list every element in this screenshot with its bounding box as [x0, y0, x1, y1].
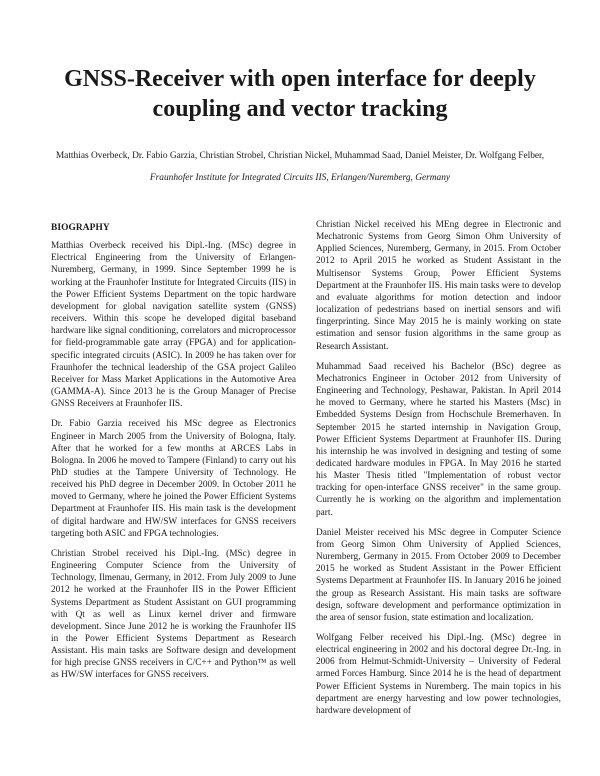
bio-paragraph-strobel: Christian Strobel received his Dipl.-Ing. (MSc) degree in Engineering Computer Science from the University of Technology, Ilmenau, Germany, in 2012. From July 2009 to June 2012 he worked at the Fraunhofer IIS in the Power Efficient Systems Department as Student Assistant on GUI programming with Qt as well as Linux kernel driver and firmware development. Since June 2012 he is working the Fraunhofer IIS in the Power Efficient Systems Department as Research Assistant. His main tasks are Software design and development for high precise GNSS receivers in C/C++ and Python™ as well as HW/SW interfaces for GNSS receivers.: [51, 548, 296, 681]
bio-paragraph-garzia: Dr. Fabio Garzia received his MSc degree as Electronics Engineer in March 2005 from the University of Bologna, Italy. After that he worked for a few months at ARCES Labs in Bologna. In 2006 he moved to Tampere (Finland) to carry out his PhD studies at the Tampere University of Technology. He received his PhD degree in December 2009. In October 2011 he moved to Germany, where he joined the Power Efficient Systems Department at Fraunhofer IIS. His main task is the development of digital hardware and HW/SW interfaces for GNSS receivers targeting both ASIC and FPGA technologies.: [51, 419, 296, 539]
bio-paragraph-meister: Daniel Meister received his MSc degree in Computer Science from Georg Simon Ohm University of Applied Sciences, Nuremberg, Germany in 2015. From October 2009 to December 2015 he worked as Student Assistant in the Power Efficient Systems Department at Fraunhofer IIS. In January 2016 he joined the group as Research Assistant. His main tasks are software design, software development and performance optimization in the area of sensor fusion, state estimation and localization.: [316, 527, 561, 623]
bio-paragraph-overbeck: Matthias Overbeck received his Dipl.-Ing. (MSc) degree in Electrical Engineering from the University of Erlangen-Nuremberg, Germany, in 1999. Since September 1999 he is working at the Fraunhofer Institute for Integrated Circuits (IIS) in the Power Efficient Systems Department on the topic hardware development for global navigation satellite system (GNSS) receivers. Within this scope he developed digital baseband hardware like signal conditioning, correlators and microprocessor for field-programmable gate array (FPGA) and for application-specific integrated circuits (ASIC). In 2009 he has taken over for Fraunhofer the technical leadership of the GSA project Galileo Receiver for Mass Market Applications in the Automotive Area (GAMMA-A). Since 2013 he is the Group Manager of Precise GNSS Receivers at Fraunhofer IIS.: [51, 241, 296, 410]
paper-title: GNSS-Receiver with open interface for deeply coupling and vector tracking: [64, 66, 536, 122]
author-list: Matthias Overbeck, Dr. Fabio Garzia, Christian Strobel, Christian Nickel, Muhammad Saad, Daniel Meister, Dr. Wolfgang Felber,: [55, 151, 545, 161]
left-column: [51, 222, 296, 690]
right-column: [316, 219, 561, 717]
affiliation: Fraunhofer Institute for Integrated Circuits IIS, Erlangen/Nuremberg, Germany: [149, 173, 451, 183]
bio-paragraph-saad: Muhammad Saad received his Bachelor (BSc) degree as Mechatronics Engineer in October 2012 from University of Engineering and Technology, Peshawar, Pakistan. In April 2014 he moved to Germany, where he started his Masters (Msc) in Embedded Systems Design from Hochschule Bremerhaven. In September 2015 he started internship in Navigation Group, Power Efficient Systems Department at Fraunhofer IIS. During his internship he was involved in designing and testing of some dedicated hardware modules in FPGA. In May 2016 he started his Master Thesis titled "Implementation of robust vector tracking for open-interface GNSS receiver" in the same group. Currently he is working on the algorithm and implementation part.: [316, 361, 561, 518]
bio-paragraph-nickel: Christian Nickel received his MEng degree in Electronic and Mechatronic Systems from Georg Simon Ohm University of Applied Sciences, Nuremberg, Germany, in 2015. From October 2012 to April 2015 he worked as Student Assistant in the Multisensor Systems Group, Power Efficient Systems Department at the Fraunhofer IIS. His main tasks were to develop and evaluate algorithms for motion detection and indoor localization of pedestrians based on inertial sensors and wifi fingerprinting. Since May 2015 he is mainly working on state estimation and sensor fusion algorithms in the same group as Research Assistant.: [316, 220, 562, 352]
bio-paragraph-felber: Wolfgang Felber received his Dipl.-Ing. (MSc) degree in electrical engineering in 2002 and his doctoral degree Dr.-Ing. in 2006 from Helmut-Schmidt-University – University of Federal armed Forces Hamburg. Since 2014 he is the head of department Power Efficient Systems in Nuremberg. The main topics in his department are energy harvesting and low power technologies, hardware development of: [316, 633, 561, 716]
section-heading-biography: BIOGRAPHY: [51, 223, 110, 233]
